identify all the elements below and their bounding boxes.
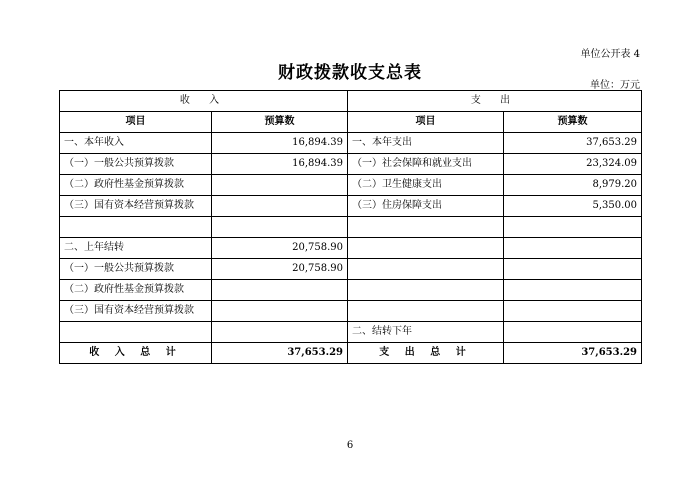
income-value: 16,894.39 [212,133,348,154]
income-budget-header: 预算数 [212,112,348,133]
expense-value [504,322,642,343]
income-item: 一、本年收入 [60,133,212,154]
expense-item: （三）住房保障支出 [348,196,504,217]
expense-item [348,238,504,259]
expense-item [348,217,504,238]
income-value [212,196,348,217]
income-item-header: 项目 [60,112,212,133]
table-row [60,175,642,196]
table-row [60,154,642,175]
expense-section-header: 支 出 [348,91,642,112]
form-number: 单位公开表 4 [580,49,640,60]
unit-label: 单位：万元 [590,80,640,91]
income-value: 20,758.90 [212,238,348,259]
table-row [60,196,642,217]
expense-item: （二）卫生健康支出 [348,175,504,196]
expense-value: 8,979.20 [504,175,642,196]
table-row [60,322,642,343]
income-value [212,322,348,343]
column-header-row [60,112,642,133]
table-row [60,238,642,259]
expense-item: 一、本年支出 [348,133,504,154]
table-row [60,280,642,301]
expense-budget-header: 预算数 [504,112,642,133]
expense-value: 23,324.09 [504,154,642,175]
expense-total-label: 支 出 总 计 [348,343,504,364]
income-total-label: 收 入 总 计 [60,343,212,364]
income-item: 二、上年结转 [60,238,212,259]
table-row [60,301,642,322]
table-body [60,91,642,364]
expense-item: （一）社会保障和就业支出 [348,154,504,175]
income-item: （二）政府性基金预算拨款 [60,175,212,196]
income-total-value: 37,653.29 [212,343,348,364]
table-row [60,133,642,154]
income-value [212,301,348,322]
income-section-header: 收 入 [60,91,348,112]
income-item: （一）一般公共预算拨款 [60,154,212,175]
expense-value [504,259,642,280]
totals-row [60,343,642,364]
expense-total-value: 37,653.29 [504,343,642,364]
page-number: 6 [346,440,354,451]
expense-value [504,301,642,322]
income-item: （三）国有资本经营预算拨款 [60,196,212,217]
expense-value: 5,350.00 [504,196,642,217]
expense-item [348,259,504,280]
section-header-row [60,91,642,112]
table-row [60,217,642,238]
page-title: 财政拨款收支总表 [278,63,422,83]
income-item: （三）国有资本经营预算拨款 [60,301,212,322]
income-value [212,175,348,196]
income-value: 16,894.39 [212,154,348,175]
budget-table [59,90,642,364]
expense-item-header: 项目 [348,112,504,133]
income-value [212,280,348,301]
expense-value: 37,653.29 [504,133,642,154]
expense-item [348,280,504,301]
expense-value [504,238,642,259]
expense-value [504,217,642,238]
expense-value [504,280,642,301]
expense-item [348,301,504,322]
table-row [60,259,642,280]
income-value: 20,758.90 [212,259,348,280]
income-value [212,217,348,238]
income-item: （一）一般公共预算拨款 [60,259,212,280]
expense-item: 二、结转下年 [348,322,504,343]
income-item: （二）政府性基金预算拨款 [60,280,212,301]
income-item [60,217,212,238]
income-item [60,322,212,343]
